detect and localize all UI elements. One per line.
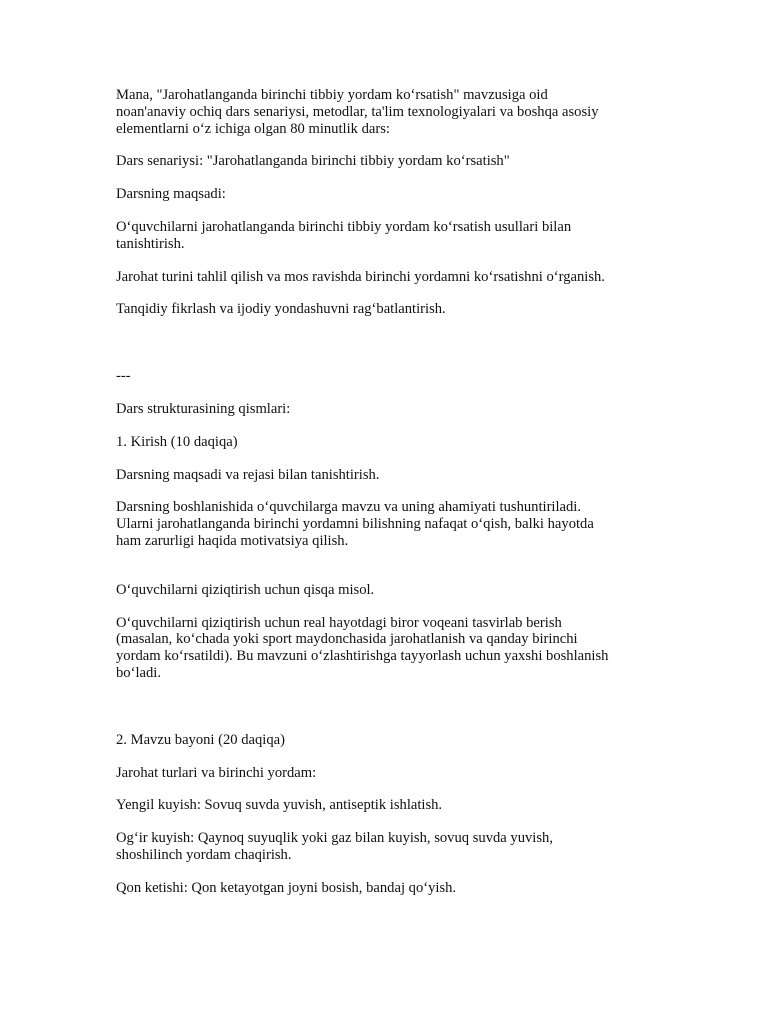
goal-item: O‘quvchilarni jarohatlanganda birinchi tibbiy yordam ko‘rsatish usullari bilan tanishtirish. xyxy=(116,218,572,252)
section-text: Darsning boshlanishida o‘quvchilarga mavzu va uning ahamiyati tushuntiriladi. Ularni jarohatlanganda birinchi yordamni bilishning nafaqat o‘qish, balki hayotda ham zarurligi haqida motivatsiya qilish. xyxy=(116,499,594,549)
section-subtitle: Darsning maqsadi va rejasi bilan tanishtirish. xyxy=(116,466,380,483)
document-page xyxy=(116,87,656,913)
list-item: Og‘ir kuyish: Qaynoq suyuqlik yoki gaz bilan kuyish, sovuq suvda yuvish, shoshilinch yordam chaqirish. xyxy=(116,830,553,863)
intro-paragraph: Mana, "Jarohatlanganda birinchi tibbiy yordam ko‘rsatish" mavzusiga oid noan'anaviy ochiq dars senariysi, metodlar, ta'lim texnologiyalari va boshqa asosiy elementlarni o‘z ichiga olgan 80 minutlik dars: xyxy=(116,87,599,137)
goal-item: Tanqidiy fikrlash va ijodiy yondashuvni rag‘batlantirish. xyxy=(116,301,446,318)
goal-heading: Darsning maqsadi: xyxy=(116,186,226,203)
separator: --- xyxy=(116,368,131,385)
list-item: Yengil kuyish: Sovuq suvda yuvish, antiseptik ishlatish. xyxy=(116,797,443,814)
scenario-title: Dars senariysi: "Jarohatlanganda birinchi tibbiy yordam ko‘rsatish" xyxy=(116,153,510,170)
section-title: 2. Mavzu bayoni (20 daqiqa) xyxy=(116,731,285,748)
goal-item: Jarohat turini tahlil qilish va mos ravishda birinchi yordamni ko‘rsatishni o‘rganish. xyxy=(116,268,605,285)
section-subtitle: Jarohat turlari va birinchi yordam: xyxy=(116,764,317,781)
example-text: O‘quvchilarni qiziqtirish uchun real hayotdagi biror voqeani tasvirlab berish (masalan, ko‘chada yoki sport maydonchasida jarohatlanish va qanday birinchi yordam ko‘rsatildi). Bu mavzuni o‘zlashtirishga tayyorlash uchun yaxshi boshlanish bo‘ladi. xyxy=(116,614,609,681)
list-item: Qon ketishi: Qon ketayotgan joyni bosish, bandaj qo‘yish. xyxy=(116,879,457,896)
example-title: O‘quvchilarni qiziqtirish uchun qisqa misol. xyxy=(116,581,375,598)
section-title: 1. Kirish (10 daqiqa) xyxy=(116,433,238,450)
structure-heading: Dars strukturasining qismlari: xyxy=(116,400,291,417)
